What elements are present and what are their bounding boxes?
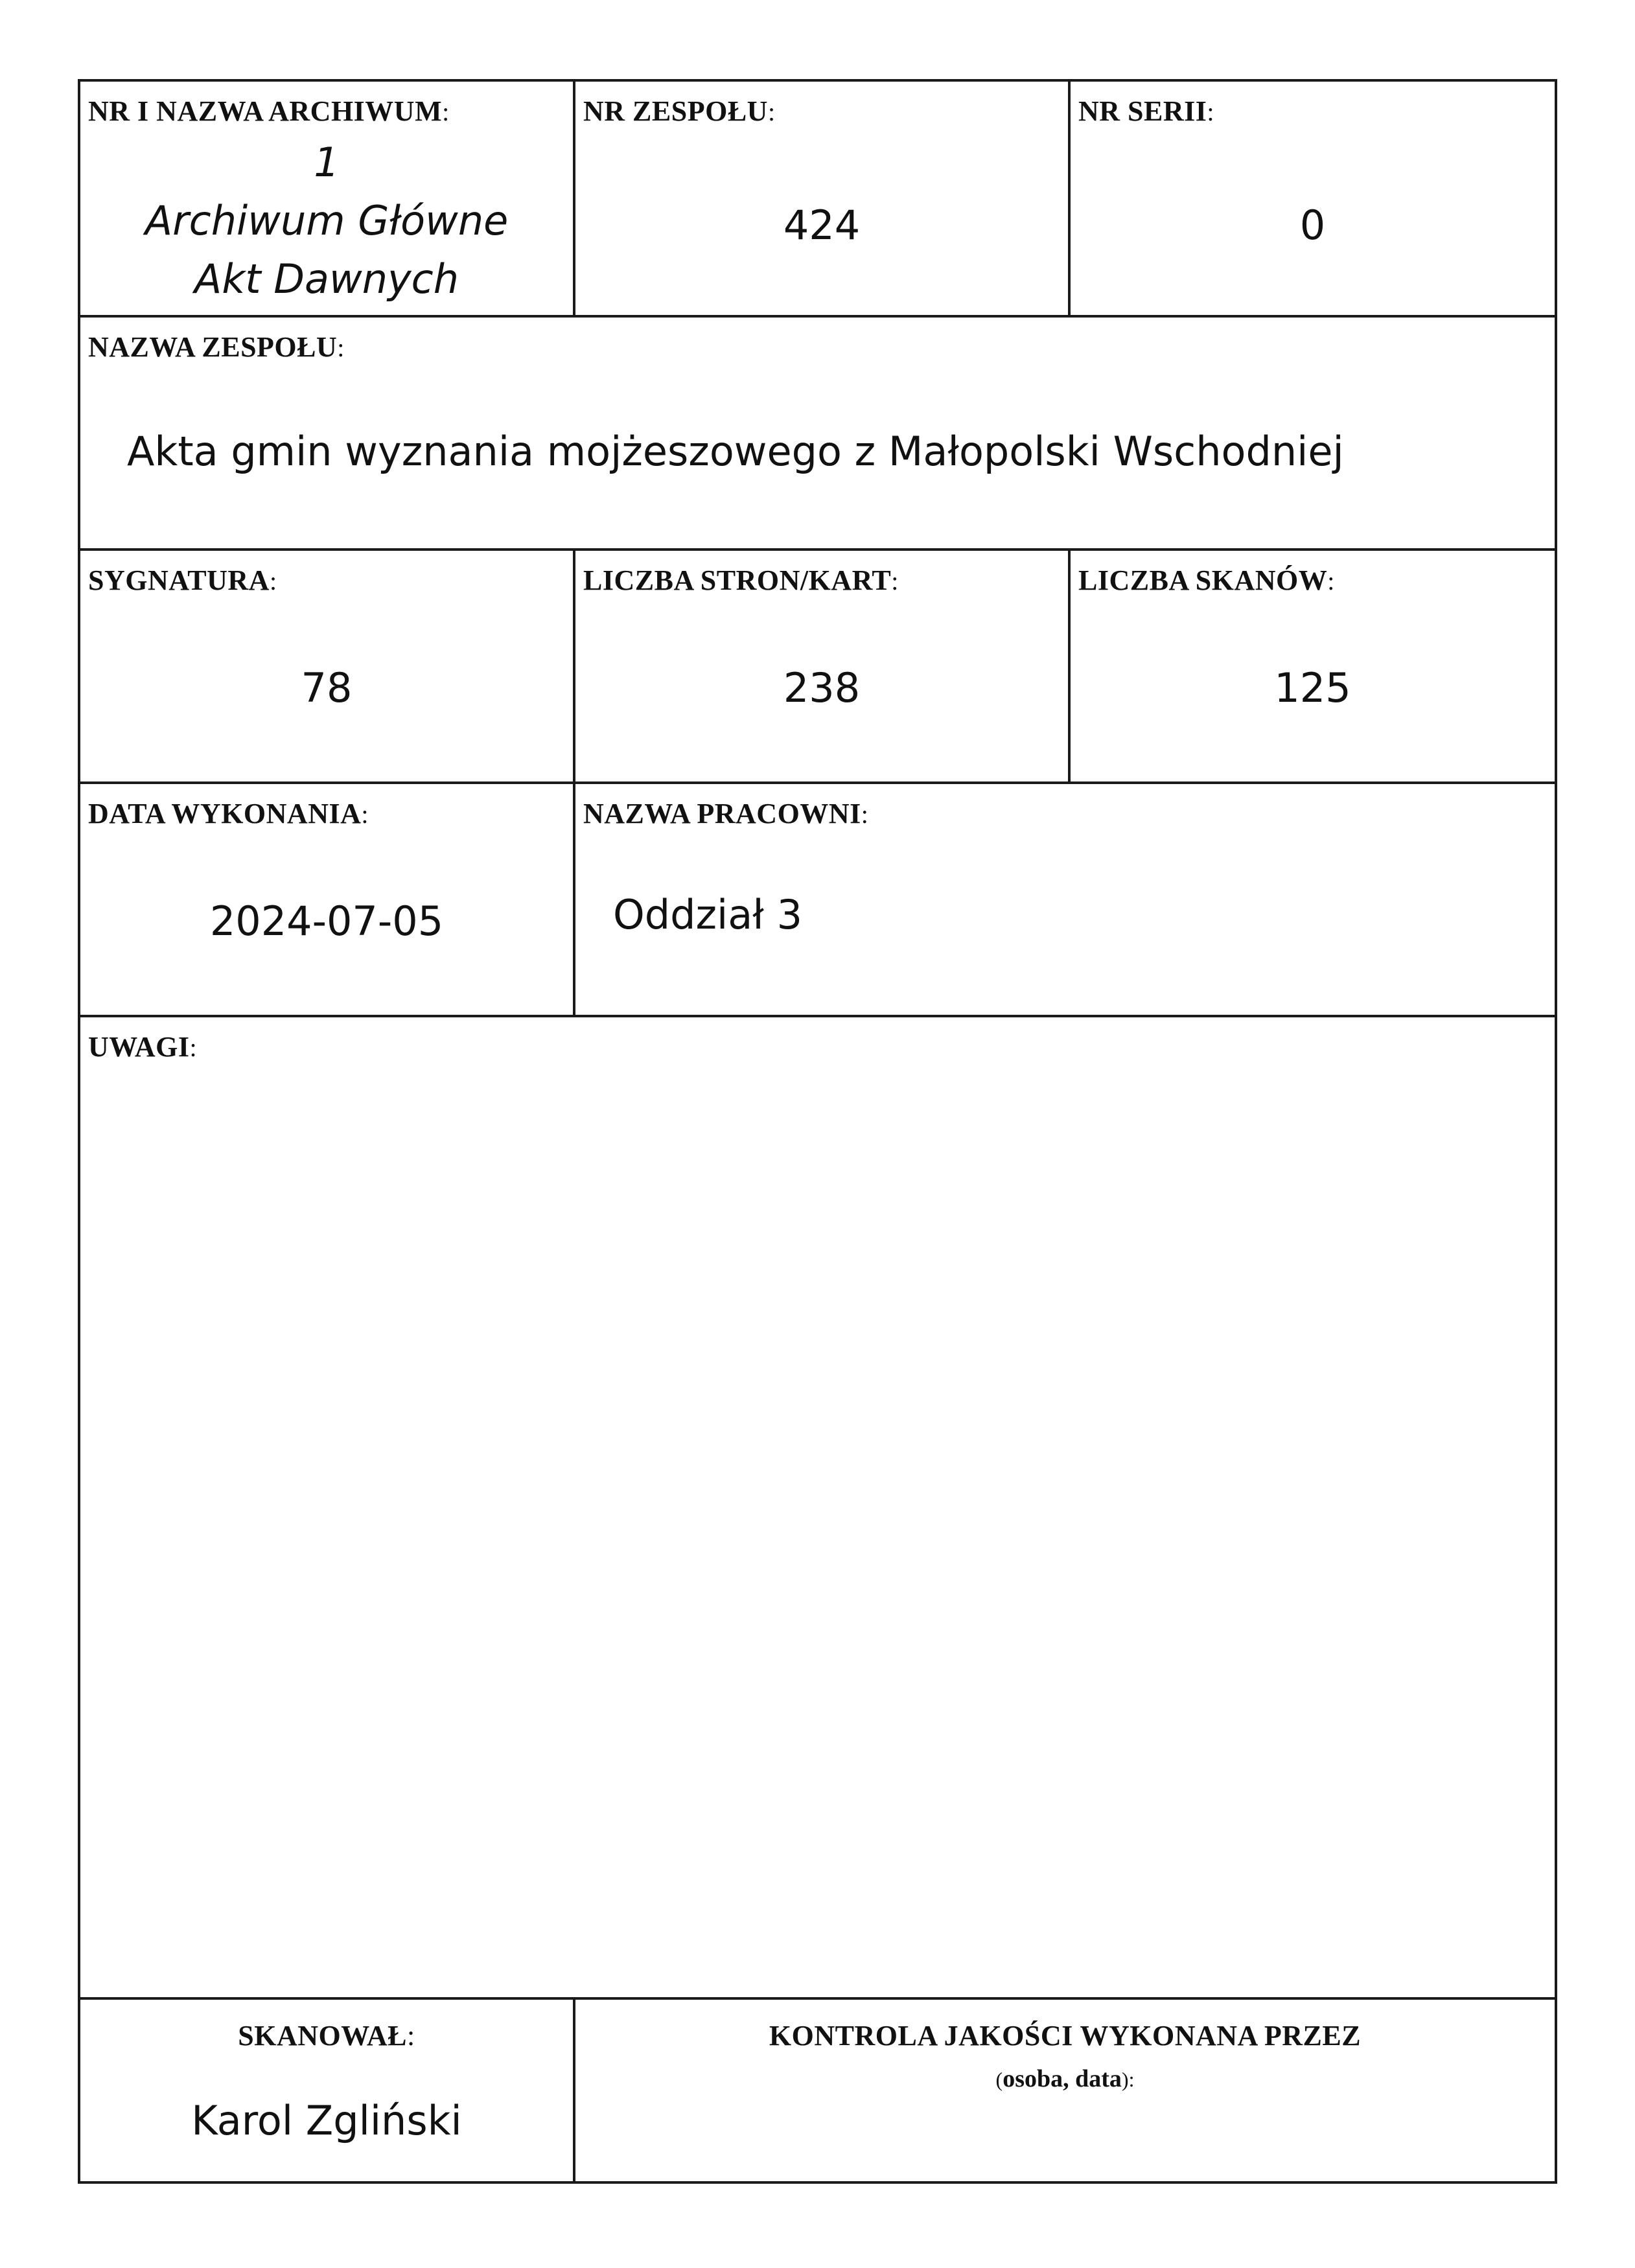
pages-count-label-colon: : bbox=[891, 566, 899, 596]
quality-control-sublabel-open: ( bbox=[995, 2068, 1003, 2091]
fond-name-label-text: NAZWA ZESPOŁU bbox=[88, 331, 338, 363]
execution-date-cell bbox=[80, 784, 573, 1015]
archive-cell bbox=[80, 82, 573, 315]
archive-name-line1: Archiwum Główne bbox=[145, 197, 509, 244]
scans-count-label-text: LICZBA SKANÓW bbox=[1078, 564, 1328, 596]
scanned-by-label-colon: : bbox=[406, 2020, 415, 2052]
signature-cell bbox=[80, 551, 573, 781]
scans-count-label bbox=[1078, 564, 1335, 597]
scan-metadata-form bbox=[78, 79, 1557, 2184]
archive-name-line2: Akt Dawnych bbox=[194, 255, 459, 303]
scanned-by-label-text: SKANOWAŁ bbox=[238, 2020, 407, 2052]
workshop-label bbox=[583, 797, 868, 830]
divider bbox=[1068, 82, 1071, 315]
pages-count-value: 238 bbox=[783, 664, 861, 712]
workshop-label-colon: : bbox=[861, 800, 869, 829]
execution-date-label bbox=[88, 797, 369, 830]
fond-number-label bbox=[583, 95, 776, 128]
quality-control-sublabel bbox=[575, 2065, 1555, 2093]
divider bbox=[573, 82, 575, 315]
signature-value: 78 bbox=[301, 664, 353, 712]
pages-count-cell bbox=[575, 551, 1068, 781]
execution-date-label-colon: : bbox=[361, 800, 369, 829]
scanned-by-value: Karol Zgliński bbox=[191, 2097, 462, 2144]
fond-name-cell bbox=[80, 318, 1555, 548]
fond-number-label-colon: : bbox=[767, 97, 776, 126]
remarks-cell bbox=[80, 1017, 1555, 1998]
archive-number: 1 bbox=[314, 139, 340, 186]
scans-count-cell bbox=[1071, 551, 1555, 781]
fond-name-value: Akta gmin wyznania mojżeszowego z Małopolski Wschodniej bbox=[127, 428, 1344, 475]
scans-count-value: 125 bbox=[1274, 664, 1351, 712]
execution-date-label-text: DATA WYKONANIA bbox=[88, 798, 362, 829]
archive-label bbox=[88, 95, 450, 128]
pages-count-label bbox=[583, 564, 899, 597]
quality-control-sublabel-text: osoba, data bbox=[1003, 2065, 1122, 2092]
remarks-label-text: UWAGI bbox=[88, 1031, 190, 1063]
fond-number-value: 424 bbox=[783, 202, 861, 249]
series-number-value: 0 bbox=[1299, 202, 1326, 249]
remarks-label bbox=[88, 1030, 197, 1063]
quality-control-sublabel-close: ): bbox=[1121, 2068, 1135, 2091]
workshop-value: Oddział 3 bbox=[613, 891, 803, 938]
quality-control-cell bbox=[575, 2000, 1555, 2181]
quality-control-label: KONTROLA JAKOŚCI WYKONANA PRZEZ bbox=[769, 2020, 1362, 2052]
series-number-label bbox=[1078, 95, 1214, 128]
pages-count-label-text: LICZBA STRON/KART bbox=[583, 564, 892, 596]
series-number-cell bbox=[1071, 82, 1555, 315]
series-number-label-text: NR SERII bbox=[1078, 95, 1207, 127]
divider bbox=[573, 1997, 575, 2181]
archive-label-text: NR I NAZWA ARCHIWUM bbox=[88, 95, 443, 127]
divider bbox=[1068, 548, 1071, 784]
scans-count-label-colon: : bbox=[1327, 566, 1335, 596]
workshop-label-text: NAZWA PRACOWNI bbox=[583, 798, 861, 829]
fond-number-cell bbox=[575, 82, 1068, 315]
archive-label-colon: : bbox=[442, 97, 450, 126]
scanned-by-cell bbox=[80, 2000, 573, 2181]
signature-label-text: SYGNATURA bbox=[88, 564, 270, 596]
signature-label-colon: : bbox=[269, 566, 277, 596]
scanned-by-label bbox=[80, 2019, 573, 2052]
divider bbox=[573, 548, 575, 784]
archive-name-block bbox=[80, 133, 573, 308]
workshop-cell bbox=[575, 784, 1555, 1015]
remarks-label-colon: : bbox=[189, 1033, 198, 1062]
fond-number-label-text: NR ZESPOŁU bbox=[583, 95, 768, 127]
series-number-label-colon: : bbox=[1207, 97, 1215, 126]
fond-name-label bbox=[88, 330, 345, 364]
signature-label bbox=[88, 564, 277, 597]
execution-date-value: 2024-07-05 bbox=[209, 897, 444, 945]
divider bbox=[573, 781, 575, 1017]
fond-name-label-colon: : bbox=[337, 333, 345, 362]
